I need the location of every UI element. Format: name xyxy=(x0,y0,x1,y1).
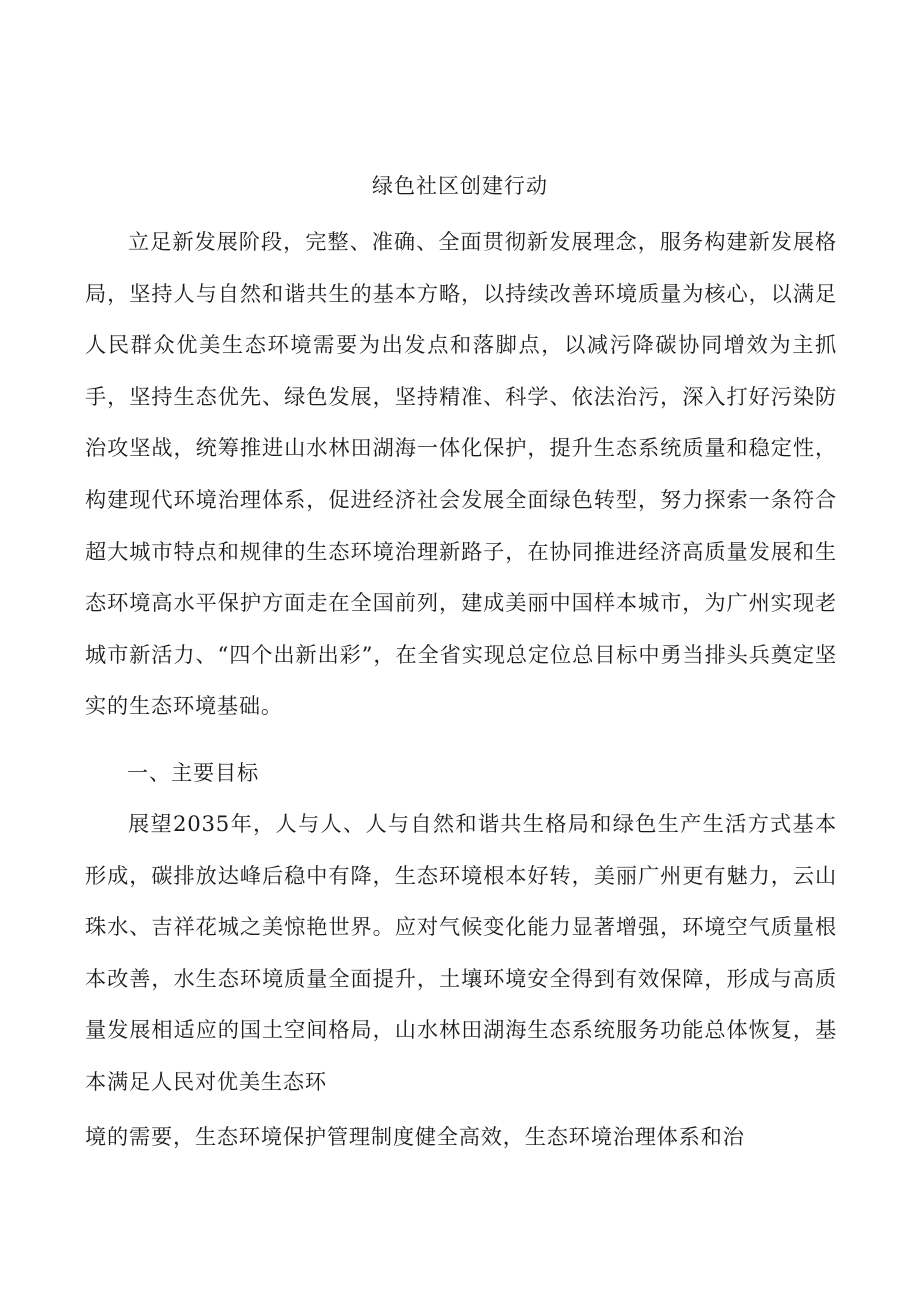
section-heading: 一、主要目标 xyxy=(127,760,259,785)
continued-paragraph: 境的需要，生态环境保护管理制度健全高效，生态环境治理体系和治 xyxy=(85,1124,745,1149)
goals-paragraph: 展望2035年，人与人、人与自然和谐共生格局和绿色生产生活方式基本形成，碳排放达峰后稳中有降，生态环境根本好转，美丽广州更有魅力，云山珠水、吉祥花城之美惊艳世界。应对气候变化能力显著增强，环境空气质量根本改善，水生态环境质量全面提升，土壤环境安全得到有效保障，形成与高质量发展相适应的国土空间格局，山水林田湖海生态系统服务功能总体恢复，基本满足人民对优美生态环 xyxy=(85,811,837,1094)
document-title: 绿色社区创建行动 xyxy=(372,174,548,198)
intro-paragraph: 立足新发展阶段，完整、准确、全面贯彻新发展理念，服务构建新发展格局，坚持人与自然和谐共生的基本方略，以持续改善环境质量为核心，以满足人民群众优美生态环境需要为出发点和落脚点，以减污降碳协同增效为主抓手，坚持生态优先、绿色发展，坚持精准、科学、依法治污，深入打好污染防治攻坚战，统筹推进山水林田湖海一体化保护，提升生态系统质量和稳定性，构建现代环境治理体系，促进经济社会发展全面绿色转型，努力探索一条符合超大城市特点和规律的生态环境治理新路子，在协同推进经济高质量发展和生态环境高水平保护方面走在全国前列，建成美丽中国样本城市，为广州实现老城市新活力、“四个出新出彩”，在全省实现总定位总目标中勇当排头兵奠定坚实的生态环境基础。 xyxy=(85,229,837,719)
